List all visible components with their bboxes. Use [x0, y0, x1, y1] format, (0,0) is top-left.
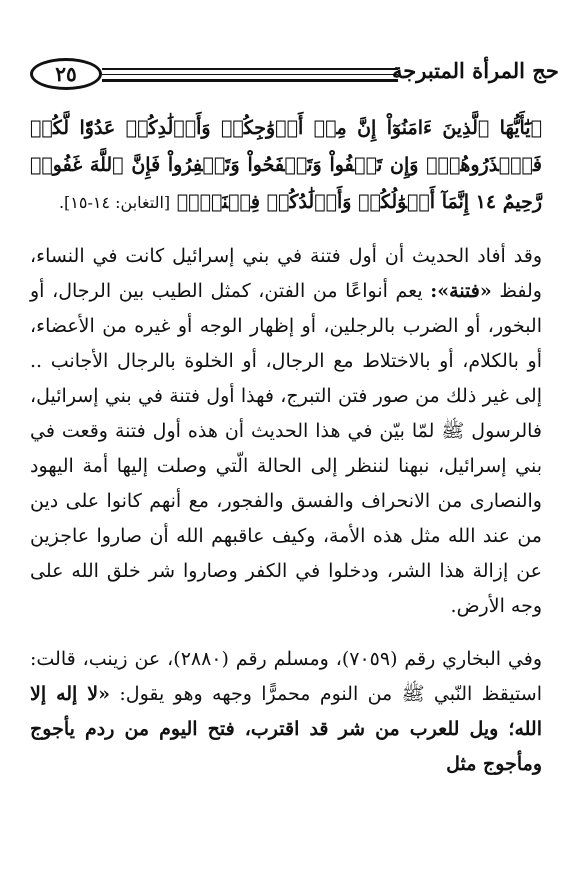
hadith-quote: «لا إله إلا الله؛ ويل للعرب من شر قد اقترب، فتح اليوم من ردم يأجوج ومأجوج مثل	[30, 683, 542, 775]
keyword-fitna: «فتنة»:	[430, 280, 492, 302]
verse-text: ﴿يَٰٓأَيُّهَا ٱلَّذِينَ ءَامَنُوٓاْ إِنَّ مِنۡ أَزۡوَٰجِكُمۡ وَأَوۡلَٰدِكُمۡ عَدُوّٗا لَّكُمۡ فَٱحۡذَرُوهُمۡۚ وَإِن تَعۡفُواْ وَتَصۡفَحُواْ وَتَغۡفِرُواْ فَإِنَّ ٱللَّهَ غَفُورٞ رَّحِيمٌ ١٤ إِنَّمَآ أَمۡوَٰلُكُمۡ وَأَوۡلَٰدُكُمۡ فِتۡنَةٞۚ﴾	[30, 117, 542, 213]
quran-verse	[30, 110, 542, 221]
paragraph-text-a: وقد أفاد الحديث أن أول فتنة في بني إسرائيل كانت في النساء، ولفظ	[30, 245, 542, 302]
paragraph-text-b: يعم أنواعًا من الفتن، كمثل الطيب بين الرجال، أو البخور، أو الضرب بالرجلين، أو إظهار الوجه أو غيره من الأعضاء، أو بالكلام، أو بالاختلاط مع الرجال، أو الخلوة بالرجال الأجانب .. إلى غير ذلك من صور فتن التبرج، فهذا أول فتنة في بني إسرائيل، فالرسول ﷺ لمّا بيّن في هذا الحديث أن هذه أول فتنة وقعت في بني إسرائيل، نبهنا لننظر إلى الحالة الّتي وصلت إليها أمة اليهود والنصارى من الانحراف والفسق والفجور، مع أنهم كانوا على دين من عند الله مثل هذه الأمة، وكيف عاقبهم الله أن صاروا عاجزين عن إزالة هذا الشر، ودخلوا في الكفر وصاروا شر خلق الله على وجه الأرض.	[30, 280, 542, 617]
header-rule	[102, 68, 398, 82]
page-number: ٢٥	[55, 62, 77, 86]
page-body	[30, 110, 542, 782]
paragraph-text-a: وفي البخاري رقم (٧٠٥٩)، ومسلم رقم (٢٨٨٠)، عن زينب، قالت: استيقظ النّبي ﷺ من النوم محمرًّا وجهه وهو يقول:	[30, 648, 543, 705]
verse-reference: [التغابن: ١٤-١٥].	[58, 193, 171, 212]
page-header	[30, 56, 559, 96]
paragraph-hadith	[30, 642, 542, 782]
page-number-badge	[30, 58, 102, 90]
running-title: حج المرأة المتبرجة	[392, 58, 559, 83]
paragraph-fitna	[30, 239, 542, 624]
